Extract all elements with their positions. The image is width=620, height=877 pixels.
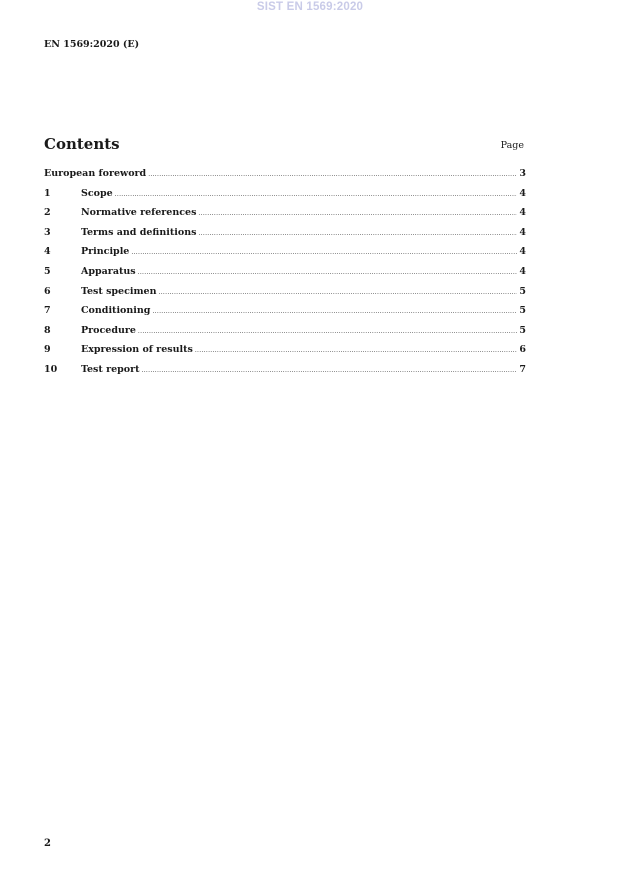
dot-leader — [198, 210, 517, 217]
toc-entry-page: 6 — [519, 344, 526, 356]
toc-entry-title: Apparatus — [81, 265, 136, 277]
toc-entry-title: Test report — [81, 363, 140, 375]
toc-entry-number: 10 — [44, 363, 58, 375]
document-id: EN 1569:2020 (E) — [44, 39, 140, 50]
toc-entry-apparatus[interactable] — [44, 266, 526, 286]
dot-leader — [142, 367, 518, 374]
toc-entry-number: 5 — [44, 265, 51, 277]
toc-entry-number: 9 — [44, 344, 51, 356]
page-number: 2 — [44, 838, 51, 849]
toc-entry-page: 5 — [519, 305, 526, 317]
dot-leader — [131, 249, 517, 256]
toc-entry-title: Test specimen — [81, 285, 157, 297]
toc-entry-title: Normative references — [81, 207, 197, 219]
toc-entry-number: 6 — [44, 285, 51, 297]
toc-entry-title: Conditioning — [81, 305, 151, 317]
toc-entry-page: 4 — [519, 226, 526, 238]
toc-entry-number: 4 — [44, 246, 51, 258]
toc-entry-expression-of-results[interactable] — [44, 344, 526, 364]
table-of-contents — [44, 168, 526, 384]
toc-entry-number: 7 — [44, 305, 51, 317]
toc-entry-normative-references[interactable] — [44, 207, 526, 227]
toc-entry-test-report[interactable] — [44, 364, 526, 384]
toc-entry-page: 7 — [519, 363, 526, 375]
dot-leader — [152, 308, 517, 315]
page-column-label: Page — [500, 140, 524, 151]
contents-heading: Contents — [44, 135, 120, 153]
dot-leader — [198, 230, 517, 237]
dot-leader — [138, 328, 517, 335]
toc-entry-principle[interactable] — [44, 246, 526, 266]
dot-leader — [115, 191, 518, 198]
toc-entry-page: 5 — [519, 285, 526, 297]
toc-entry-page: 4 — [519, 207, 526, 219]
toc-entry-number: 3 — [44, 226, 51, 238]
toc-entry-foreword[interactable] — [44, 168, 526, 188]
toc-entry-conditioning[interactable] — [44, 305, 526, 325]
watermark: SIST EN 1569:2020 — [256, 1, 364, 13]
toc-entry-title: Expression of results — [81, 344, 193, 356]
toc-entry-page: 4 — [519, 265, 526, 277]
toc-entry-page: 5 — [519, 324, 526, 336]
toc-entry-title: Principle — [81, 246, 130, 258]
toc-entry-terms-and-definitions[interactable] — [44, 227, 526, 247]
dot-leader — [159, 289, 518, 296]
toc-entry-number: 8 — [44, 324, 51, 336]
dot-leader — [148, 171, 517, 178]
toc-entry-number: 2 — [44, 207, 51, 219]
toc-entry-title: Scope — [81, 187, 113, 199]
toc-entry-number: 1 — [44, 187, 51, 199]
toc-entry-title: European foreword — [44, 168, 147, 179]
dot-leader — [138, 269, 518, 276]
toc-entry-page: 3 — [519, 168, 526, 179]
toc-entry-page: 4 — [519, 187, 526, 199]
toc-entry-title: Procedure — [81, 324, 136, 336]
toc-entry-test-specimen[interactable] — [44, 286, 526, 306]
toc-entry-page: 4 — [519, 246, 526, 258]
dot-leader — [195, 347, 518, 354]
toc-entry-procedure[interactable] — [44, 325, 526, 345]
toc-entry-title: Terms and definitions — [81, 226, 197, 238]
toc-entry-scope[interactable] — [44, 188, 526, 208]
